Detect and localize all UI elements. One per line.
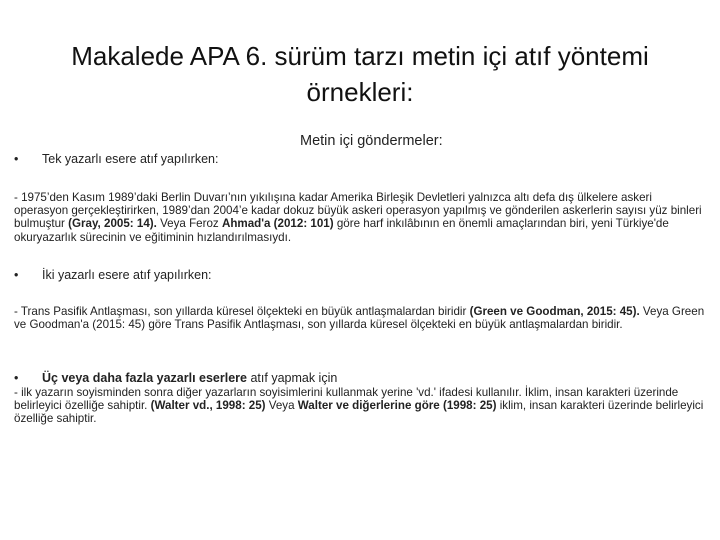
bullet-icon: • <box>14 268 19 282</box>
section1-heading-line <box>14 152 218 166</box>
section1-citation-1: (Gray, 2005: 14). <box>68 217 157 231</box>
section3-citation-2: Walter ve diğerlerine göre (1998: 25) <box>297 399 497 413</box>
slide-title: Makalede APA 6. sürüm tarzı metin içi atıf yöntemi örnekleri: <box>71 41 649 107</box>
bullet-icon: • <box>14 371 19 385</box>
section2-heading: İki yazarlı esere atıf yapılırken: <box>42 268 212 282</box>
section2-paragraph <box>14 305 708 331</box>
section1-paragraph <box>14 191 708 244</box>
section1-text-2: Veya Feroz <box>156 217 222 231</box>
section3-citation-1: (Walter vd., 1998: 25) <box>150 399 266 413</box>
section3-heading-rest: atıf yapmak için <box>247 371 338 385</box>
subheading: Metin içi göndermeler: <box>300 133 443 149</box>
bullet-icon: • <box>14 152 19 166</box>
section2-heading-line <box>14 268 212 282</box>
section3-text-3: iklim, insan karakteri üzerinde belirleyici özelliğe sahiptir. <box>14 399 704 426</box>
section1-citation-2: Ahmad'a (2012: 101) <box>221 217 334 231</box>
section2-citation-1: (Green ve Goodman, 2015: 45). <box>469 305 640 318</box>
section2-text-2: Veya Green ve Goodman'a (2015: 45) göre Trans Pasifik Antlaşması, son yıllarda küresel ölçekteki en büyük antlaşmalardan biridir. <box>14 305 705 332</box>
section1-heading: Tek yazarlı esere atıf yapılırken: <box>42 152 219 166</box>
section3-text-2: Veya <box>265 399 298 413</box>
section3-heading: Üç veya daha fazla yazarlı eserlere <box>42 371 247 385</box>
section3-text-1: - ilk yazarın soyisminden sonra diğer yazarların soyisimlerini kullanmak yerine 'vd.' ifadesi kullanılır. İklim, insan karakteri üzerinde belirleyici özelliğe sahiptir. <box>14 386 679 413</box>
section2-text-1: - Trans Pasifik Antlaşması, son yıllarda küresel ölçekteki en büyük antlaşmalardan biridir <box>14 305 470 318</box>
section3-heading-line <box>14 371 337 385</box>
section3-paragraph <box>14 386 708 426</box>
section1-text-3: göre harf inkılâbının en önemli amaçlarından biri, yeni Türkiye'de okuryazarlık sürecinin ve eğitiminin hızlandırılmasıydı. <box>14 217 669 244</box>
section1-text-1: - 1975’den Kasım 1989’daki Berlin Duvarı’nın yıkılışına kadar Amerika Birleşik Devletleri yalnızca altı defa dış ülkelere askeri operasyon gerçekleştirirken, 1989’dan 2004’e kadar dokuz büyük askeri operasyon yapılmış ve gönderilen askerlerin sayısı yüz binleri bulmuştur <box>14 191 702 231</box>
